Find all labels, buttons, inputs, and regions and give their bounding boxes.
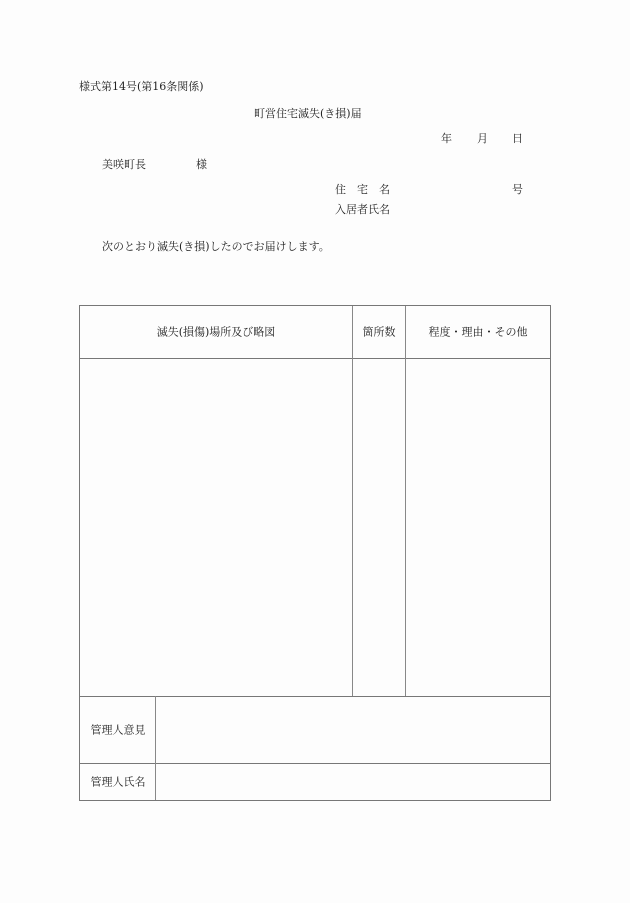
manager-name-label: 管理人氏名: [90, 775, 146, 789]
column-header-count: 箇所数: [362, 325, 396, 339]
housing-name-field[interactable]: [400, 180, 505, 196]
document-title: 町営住宅滅失(き損)届: [254, 107, 362, 120]
location-sketch-cell[interactable]: [80, 359, 352, 696]
count-cell[interactable]: [353, 359, 405, 696]
damage-report-table: [79, 305, 551, 801]
addressee: 美咲町長: [102, 158, 146, 171]
date-year-label: 年: [441, 132, 452, 145]
date-month-label: 月: [477, 132, 488, 145]
resident-name-field[interactable]: [400, 200, 530, 216]
number-label: 号: [512, 183, 523, 196]
column-header-location: 滅失(損傷)場所及び略図: [156, 325, 276, 339]
manager-opinion-field[interactable]: [156, 697, 550, 763]
resident-name-label: 入居者氏名: [335, 203, 390, 216]
honorific: 様: [196, 158, 207, 171]
date-day-label: 日: [512, 132, 523, 145]
details-cell[interactable]: [406, 359, 550, 696]
manager-name-field[interactable]: [156, 764, 550, 800]
manager-opinion-label: 管理人意見: [90, 723, 146, 737]
statement: 次のとおり滅失(き損)したのでお届けします。: [102, 240, 330, 253]
column-header-details: 程度・理由・その他: [428, 325, 528, 339]
form-number: 様式第14号(第16条関係): [79, 80, 204, 93]
housing-name-label: 住 宅 名: [335, 183, 390, 196]
